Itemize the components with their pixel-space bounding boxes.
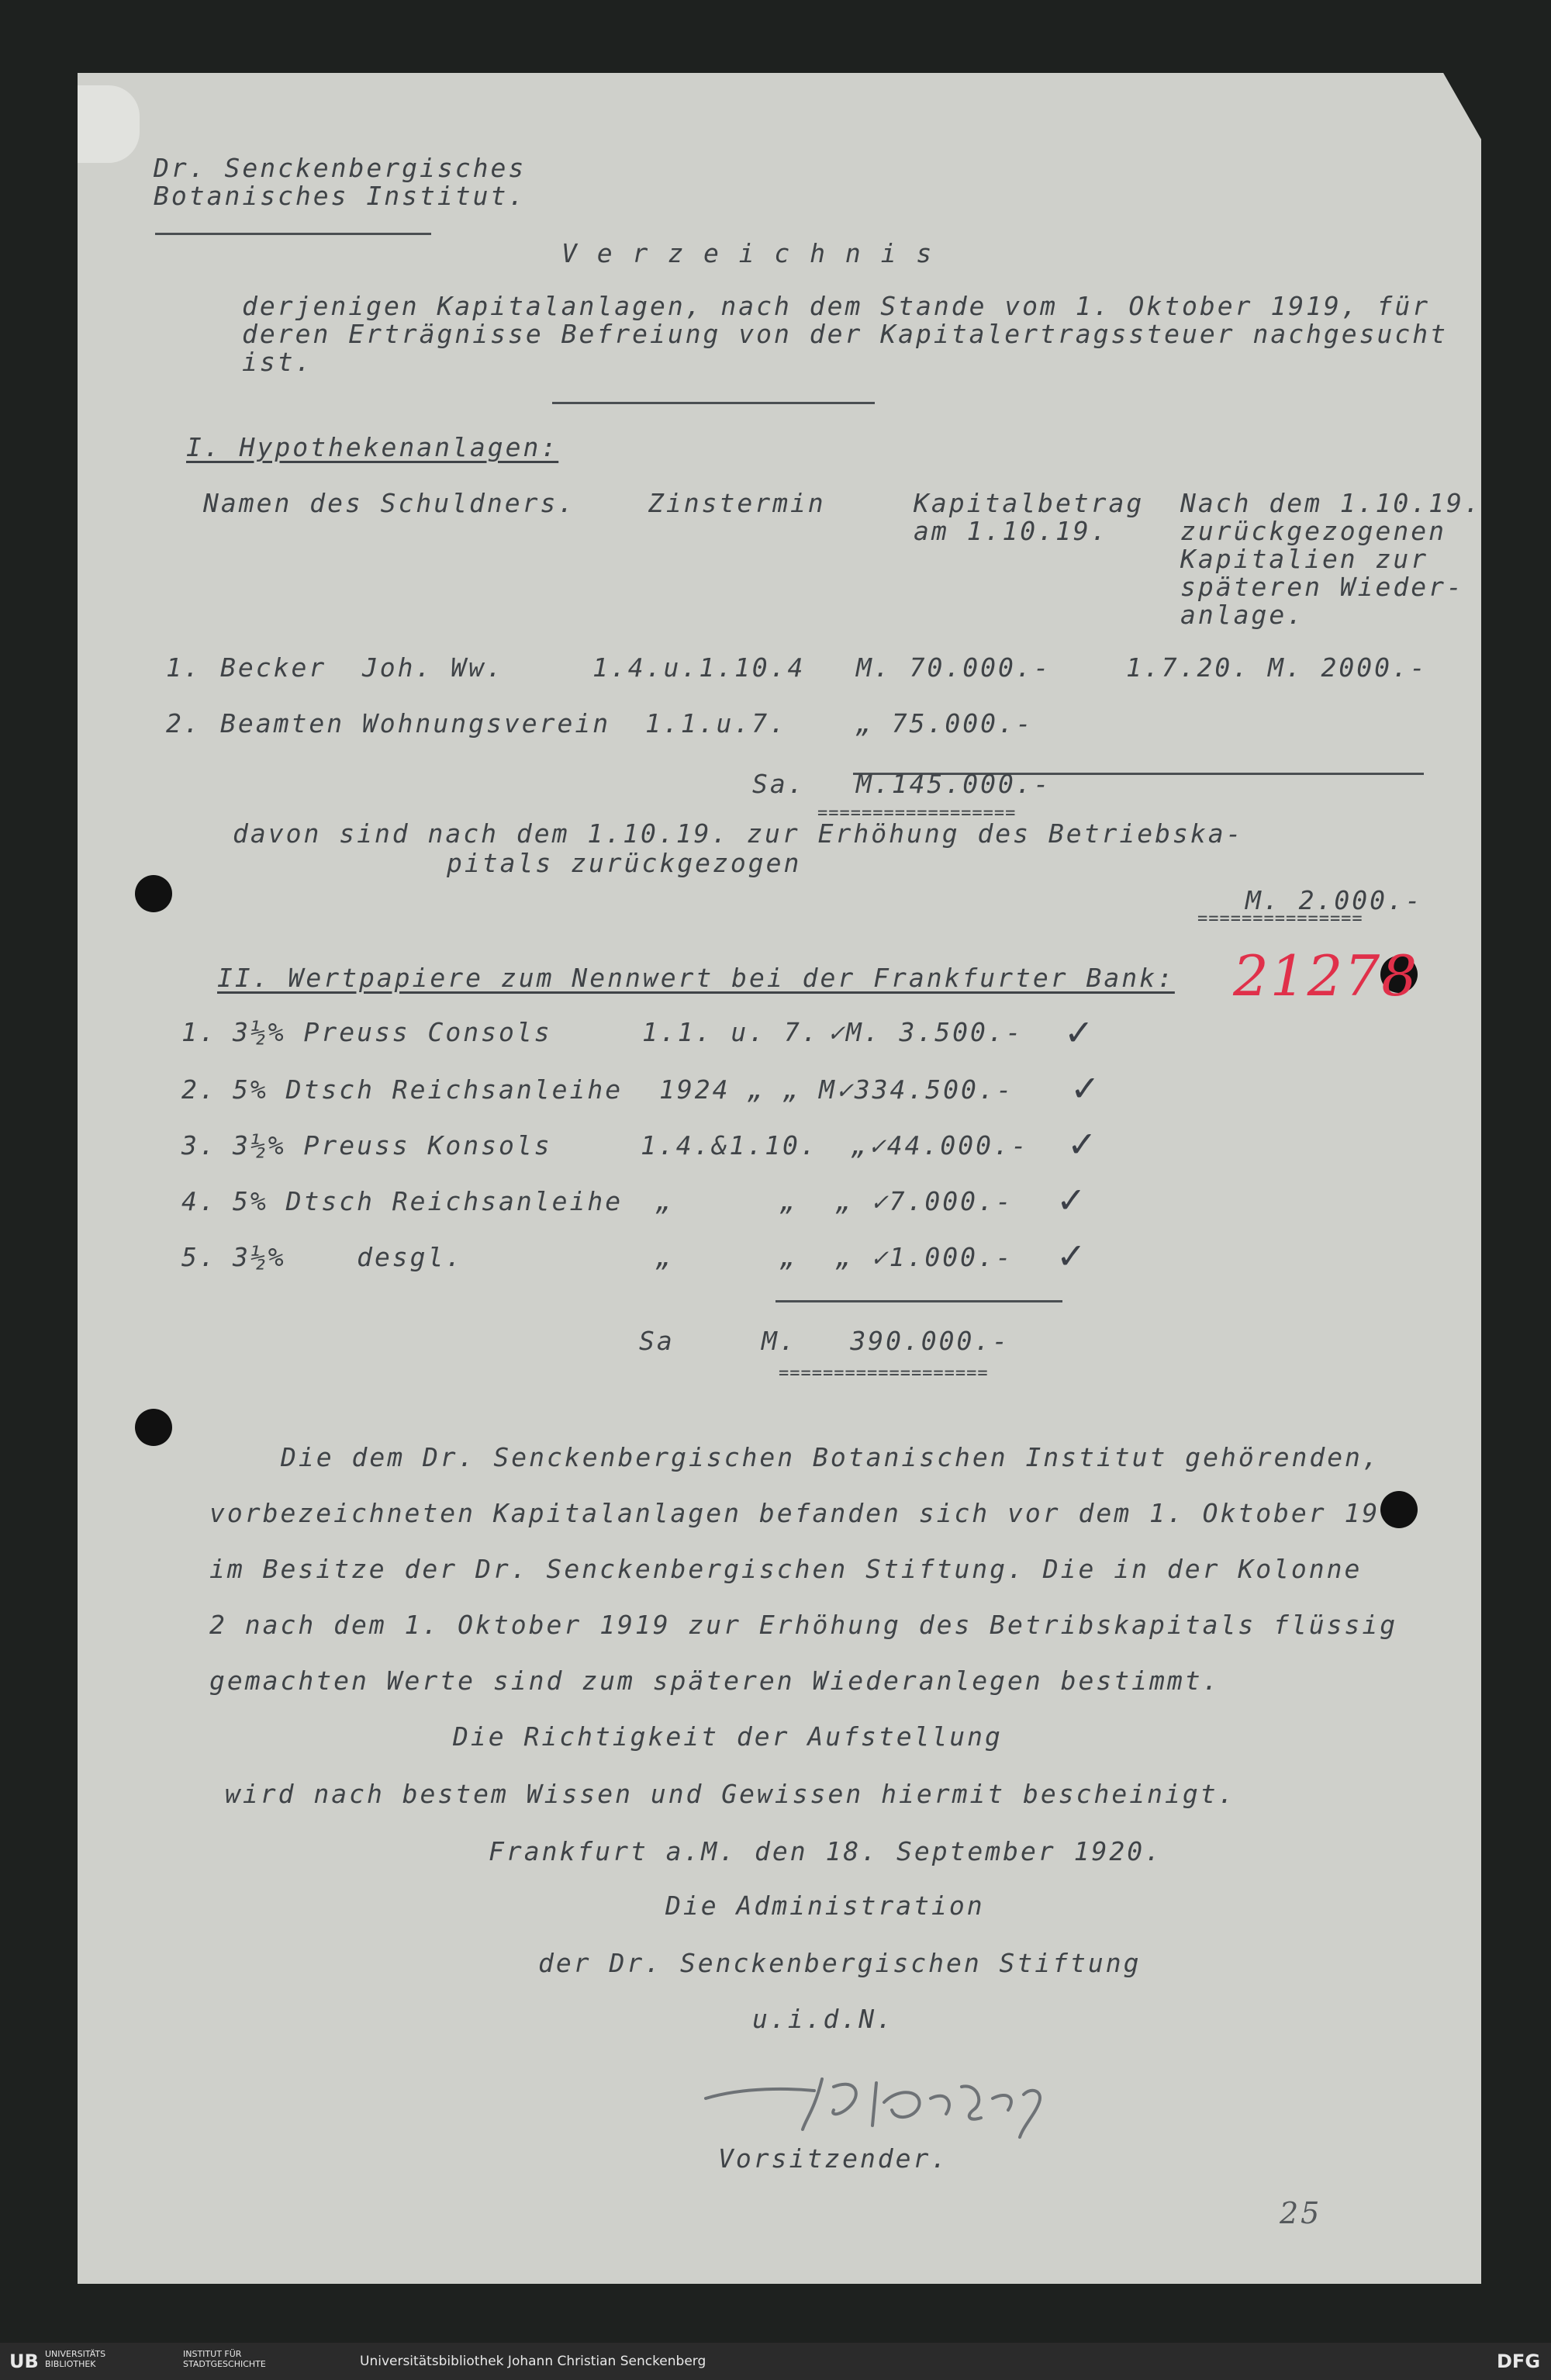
- section1-sum-value: M.145.000.-: [856, 769, 1052, 799]
- letterhead-line1: Dr. Senckenbergisches: [154, 153, 527, 183]
- table-row-capital: „ 75.000.-: [856, 708, 1034, 739]
- section2-heading: II. Wertpapiere zum Nennwert bei der Frankfurter Bank:: [217, 963, 1175, 993]
- table-row-value: „ ✓7.000.-: [836, 1186, 1014, 1216]
- body-line: im Besitze der Dr. Senckenbergischen Stiftung. Die in der Kolonne: [209, 1554, 1363, 1584]
- page-number: 25: [1280, 2196, 1322, 2230]
- administration-line1: Die Administration: [665, 1891, 985, 1921]
- col-withdrawn-header-4: späteren Wieder-: [1180, 572, 1464, 602]
- table-row-num: 1.: [181, 1017, 217, 1047]
- double-underline: ===============: [1197, 909, 1363, 929]
- col-withdrawn-header-3: Kapitalien zur: [1180, 544, 1429, 574]
- section2-sum-value: M. 390.000.-: [762, 1326, 1010, 1356]
- punch-hole: [1380, 1491, 1418, 1528]
- signatory-role: Vorsitzender.: [718, 2143, 949, 2174]
- place-date: Frankfurt a.M. den 18. September 1920.: [489, 1836, 1162, 1866]
- section1-note-value: M. 2.000.-: [1245, 885, 1423, 915]
- section2-sum-label: Sa: [639, 1326, 675, 1356]
- punch-hole: [135, 1409, 172, 1446]
- check-mark-icon: ✓: [1056, 1235, 1086, 1277]
- table-row-capital: M. 70.000.-: [856, 652, 1052, 683]
- check-mark-icon: ✓: [1067, 1123, 1097, 1165]
- intro-line1: derjenigen Kapitalanlagen, nach dem Stande vom 1. Oktober 1919, für: [242, 291, 1431, 321]
- table-row-interest: 1.4.u.1.10.4: [592, 652, 806, 683]
- table-row-interest: 1.4.&1.10.: [641, 1130, 818, 1161]
- col-withdrawn-header-5: anlage.: [1180, 600, 1305, 630]
- intro-line3: ist.: [242, 347, 313, 377]
- administration-line2: der Dr. Senckenbergischen Stiftung: [538, 1948, 1142, 1978]
- table-row-withdrawn: 1.7.20. M. 2000.-: [1126, 652, 1428, 683]
- archive-footer: [0, 2343, 1551, 2380]
- body-line: Die dem Dr. Senckenbergischen Botanischen Institut gehörenden,: [281, 1442, 1380, 1472]
- ub-label: UNIVERSITÄTS BIBLIOTHEK: [45, 2349, 106, 2369]
- punch-hole: [135, 875, 172, 912]
- sum-rule: [776, 1300, 1062, 1302]
- table-row-num: 2.: [181, 1074, 217, 1105]
- body-line: vorbezeichneten Kapitalanlagen befanden sich vor dem 1. Oktober 19: [209, 1498, 1380, 1528]
- table-row-value: „ ✓1.000.-: [836, 1242, 1014, 1272]
- table-row-debtor: Becker Joh. Ww.: [220, 652, 504, 683]
- table-row-name: 5% Dtsch Reichsanleihe: [233, 1186, 624, 1216]
- section1-sum-label: Sa.: [752, 769, 806, 799]
- col-capital-header-1: Kapitalbetrag: [914, 488, 1145, 518]
- table-row-value: M✓334.500.-: [819, 1074, 1014, 1105]
- letterhead-line2: Botanisches Institut.: [154, 181, 527, 211]
- body-line: Die Richtigkeit der Aufstellung: [453, 1721, 1003, 1752]
- abbreviation: u.i.d.N.: [752, 2004, 894, 2034]
- table-row-name: 3½% desgl.: [233, 1242, 464, 1272]
- check-mark-icon: ✓: [1056, 1179, 1086, 1221]
- table-row-interest: 1924 „ „: [659, 1074, 801, 1105]
- table-row-num: 4.: [181, 1186, 217, 1216]
- ub-logo: UB: [9, 2351, 39, 2372]
- archive-stamp-number: 21278: [1233, 943, 1419, 1008]
- dfg-logo: DFG: [1497, 2351, 1541, 2372]
- letterhead-rule: [155, 233, 431, 235]
- col-capital-header-2: am 1.10.19.: [914, 516, 1109, 546]
- col-withdrawn-header-2: zurückgezogenen: [1180, 516, 1447, 546]
- section1-heading: I. Hypothekenanlagen:: [186, 432, 559, 462]
- double-underline: ===================: [779, 1364, 989, 1383]
- table-row-name: 5% Dtsch Reichsanleihe: [233, 1074, 624, 1105]
- document-title: V e r z e i c h n i s: [561, 238, 934, 268]
- col-debtor-header: Namen des Schuldners.: [203, 488, 576, 518]
- handwritten-signature: [698, 2056, 1086, 2141]
- table-row-interest: 1.1. u. 7.: [642, 1017, 820, 1047]
- table-row-name: 3½% Preuss Konsols: [233, 1130, 552, 1161]
- table-row-interest: „ „: [656, 1242, 798, 1272]
- table-row-name: 3½% Preuss Consols: [233, 1017, 552, 1047]
- intro-line2: deren Erträgnisse Befreiung von der Kapitalertragssteuer nachgesucht: [242, 319, 1449, 349]
- title-rule: [552, 402, 875, 404]
- library-name: Universitätsbibliothek Johann Christian Senckenberg: [360, 2354, 706, 2369]
- institute-label: INSTITUT FÜR STADTGESCHICHTE: [183, 2349, 266, 2369]
- body-line: 2 nach dem 1. Oktober 1919 zur Erhöhung des Betribskapitals flüssig: [209, 1610, 1398, 1640]
- table-row-interest: „ „: [656, 1186, 798, 1216]
- table-row-num: 3.: [181, 1130, 217, 1161]
- col-withdrawn-header-1: Nach dem 1.10.19.: [1180, 488, 1482, 518]
- table-row-num: 5.: [181, 1242, 217, 1272]
- body-line: gemachten Werte sind zum späteren Wiederanlegen bestimmt.: [209, 1666, 1221, 1696]
- section1-note-line1: davon sind nach dem 1.10.19. zur Erhöhung des Betriebska-: [233, 818, 1244, 849]
- check-mark-icon: ✓: [1064, 1012, 1094, 1053]
- table-row-num: 2.: [166, 708, 202, 739]
- table-row-value: ✓M. 3.500.-: [828, 1017, 1024, 1047]
- double-underline: ==================: [817, 804, 1017, 823]
- table-row-debtor: Beamten Wohnungsverein: [220, 708, 611, 739]
- table-row-value: „✓44.000.-: [851, 1130, 1029, 1161]
- col-interest-header: Zinstermin: [648, 488, 826, 518]
- check-mark-icon: ✓: [1070, 1067, 1100, 1109]
- section1-note-line2: pitals zurückgezogen: [447, 848, 802, 878]
- table-row-num: 1.: [166, 652, 202, 683]
- body-line: wird nach bestem Wissen und Gewissen hiermit bescheinigt.: [225, 1779, 1236, 1809]
- table-row-interest: 1.1.u.7.: [645, 708, 787, 739]
- adhesive-tape: [78, 85, 140, 163]
